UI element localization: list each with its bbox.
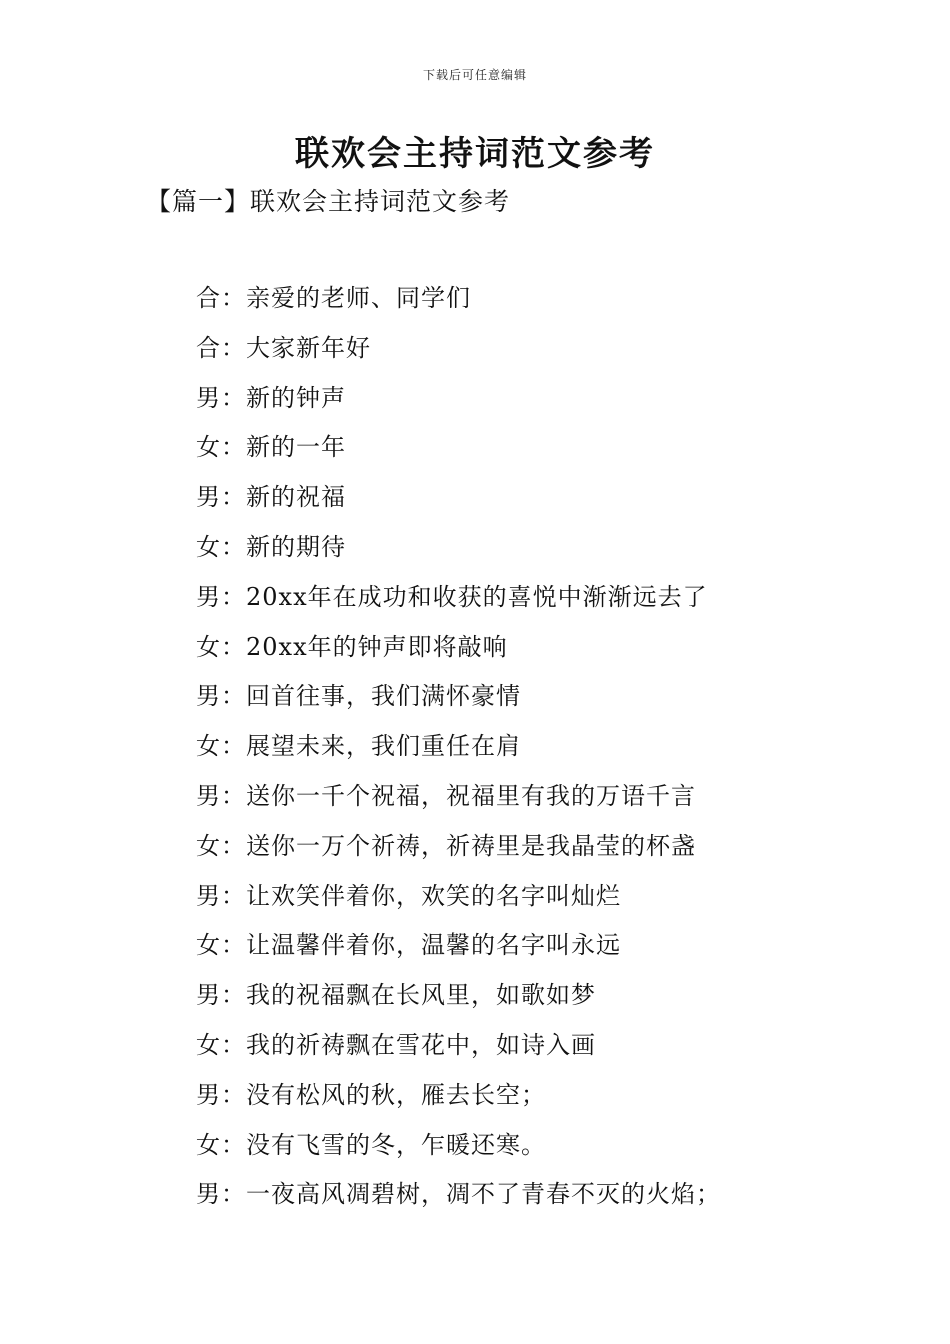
- section-heading: 【篇一】联欢会主持词范文参考: [146, 187, 511, 216]
- dialogue-line: 男：20xx年在成功和收获的喜悦中渐渐远去了: [196, 582, 708, 611]
- dialogue-line: 男：没有松风的秋，雁去长空；: [196, 1080, 546, 1109]
- dialogue-line: 女：没有飞雪的冬，乍暖还寒。: [196, 1130, 546, 1159]
- dialogue-line: 男：让欢笑伴着你，欢笑的名字叫灿烂: [196, 881, 621, 910]
- dialogue-line: 男：新的钟声: [196, 383, 346, 412]
- header-note: 下载后可任意编辑: [422, 68, 527, 82]
- dialogue-line: 女：让温馨伴着你，温馨的名字叫永远: [196, 931, 621, 960]
- dialogue-line: 女：送你一万个祈祷，祈祷里是我晶莹的杯盏: [196, 831, 696, 860]
- dialogue-line: 女：展望未来，我们重任在肩: [196, 732, 521, 761]
- dialogue-line: 女：新的期待: [196, 532, 346, 561]
- dialogue-line: 女：我的祈祷飘在雪花中，如诗入画: [196, 1030, 596, 1059]
- page-title: 联欢会主持词范文参考: [295, 134, 655, 174]
- dialogue-line: 男：新的祝福: [196, 483, 346, 512]
- dialogue-line: 女：新的一年: [196, 433, 346, 462]
- dialogue-line: 男：我的祝福飘在长风里，如歌如梦: [196, 981, 596, 1010]
- dialogue-line: 女：20xx年的钟声即将敲响: [196, 632, 508, 661]
- dialogue-line: 合：亲爱的老师、同学们: [196, 284, 471, 312]
- dialogue-line: 男：回首往事，我们满怀豪情: [196, 682, 521, 711]
- dialogue-list: [196, 280, 896, 1226]
- dialogue-line: 男：送你一千个祝福，祝福里有我的万语千言: [196, 781, 696, 810]
- dialogue-line: 男：一夜高风凋碧树，凋不了青春不灭的火焰；: [196, 1180, 721, 1209]
- dialogue-line: 合：大家新年好: [196, 333, 371, 362]
